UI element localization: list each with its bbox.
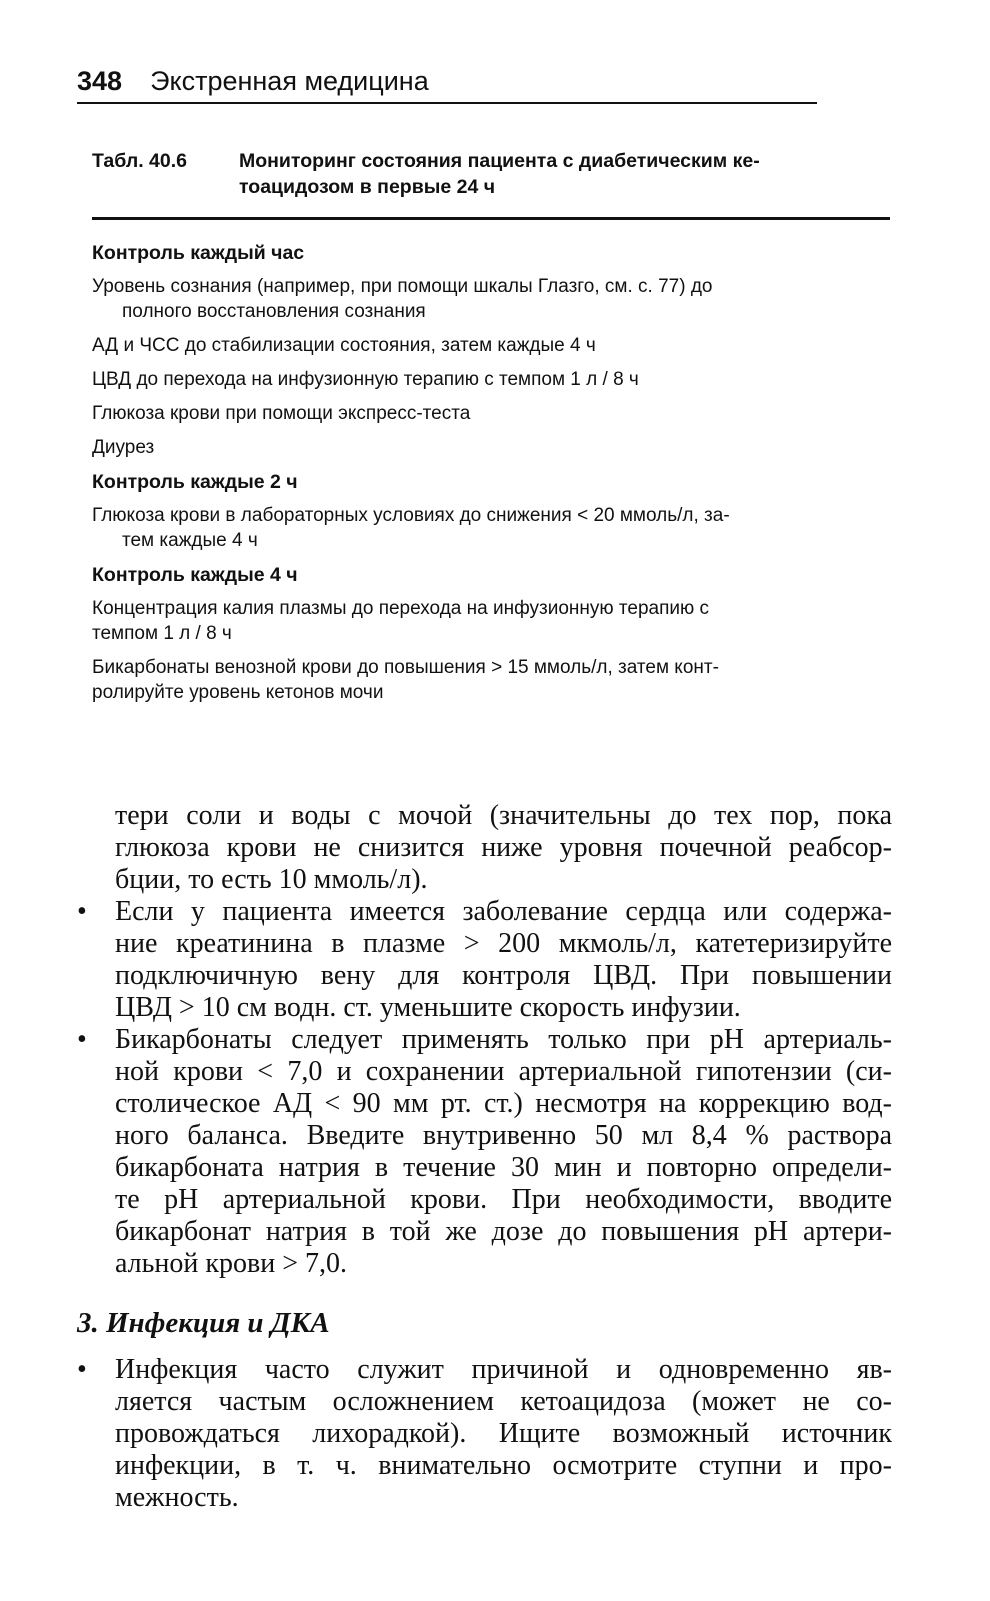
row-text: Бикарбонаты венозной крови до повышения > 15 ммоль/л, затем конт- [92,657,719,678]
text-line: глюкоза крови не снизится ниже уровня почечной реабсор- [115,832,892,863]
bullet-icon: • [77,896,87,927]
bullet-icon: • [77,1354,87,1385]
table-number: Табл. 40.6 [92,150,188,172]
table-title-line: Мониторинг состояния пациента с диабетическим ке- [239,150,760,172]
section-heading-hourly: Контроль каждый час [92,242,305,264]
row-text-cont: тем каждые 4 ч [122,530,258,551]
text-line: ной крови < 7,0 и сохранении артериальной гипотензии (си- [115,1056,892,1087]
text-line: тери соли и воды с мочой (значительны до тех пор, пока [115,800,892,831]
text-line: столическое АД < 90 мм рт. ст.) несмотря на коррекцию вод- [115,1088,892,1119]
text-line: ние креатинина в плазме > 200 мкмоль/л, катетеризируйте [115,928,892,959]
text-line: подключичную вену для контроля ЦВД. При повышении [115,960,892,991]
monitoring-table [92,148,890,714]
table-row [92,655,890,705]
table-title-line: тоацидозом в первые 24 ч [239,176,496,198]
continuation-paragraph [115,800,892,896]
text-line: ляется частым осложнением кетоацидоза (может не со- [115,1386,892,1417]
row-text-cont: темпом 1 л / 8 ч [92,623,232,644]
row-text: Диурез [92,437,155,458]
text-line: Бикарбонаты следует применять только при pH артериаль- [115,1024,892,1055]
table-row [92,435,890,460]
text-line: те pH артериальной крови. При необходимости, вводите [115,1184,892,1215]
table-title [239,148,890,200]
bullet-item-infection [77,1354,892,1514]
running-title: Экстренная медицина [150,66,429,96]
row-text: Глюкоза крови при помощи экспресс-теста [92,403,471,424]
body-text [77,800,892,1514]
row-text: Концентрация калия плазмы до перехода на инфузионную терапию с [92,598,710,619]
page-number: 348 [77,66,123,96]
table-row [92,274,890,324]
text-line: бикарбонат натрия в той же дозе до повышения pH артери- [115,1216,892,1247]
table-row [92,333,890,358]
row-text-cont: полного восстановления сознания [122,301,426,322]
section-heading-2h: Контроль каждые 2 ч [92,471,298,493]
text-line: Инфекция часто служит причиной и одновременно яв- [115,1354,892,1385]
text-line: провождаться лихорадкой). Ищите возможный источник [115,1418,892,1449]
text-line: межность. [115,1482,239,1513]
text-line: Если у пациента имеется заболевание сердца или содержа- [115,896,892,927]
table-caption [92,148,890,200]
row-text: АД и ЧСС до стабилизации состояния, затем каждые 4 ч [92,335,596,356]
text-line: ЦВД > 10 см водн. ст. уменьшите скорость инфузии. [115,992,741,1023]
table-row [92,596,890,646]
row-text: Глюкоза крови в лабораторных условиях до снижения < 20 ммоль/л, за- [92,505,730,526]
running-header [77,64,817,104]
table-row [92,367,890,392]
row-text-cont: ролируйте уровень кетонов мочи [92,682,384,703]
text-line: бции, то есть 10 ммоль/л). [115,864,428,895]
text-line: бикарбоната натрия в течение 30 мин и повторно определи- [115,1152,892,1183]
text-line: инфекции, в т. ч. внимательно осмотрите ступни и про- [115,1450,892,1481]
text-line: ного баланса. Введите внутривенно 50 мл 8,4 % раствора [115,1120,892,1151]
section-heading-infection: 3. Инфекция и ДКА [77,1307,330,1339]
bullet-item-cvp [77,896,892,1024]
bullet-icon: • [77,1024,87,1055]
table-row [92,503,890,553]
section-heading-4h: Контроль каждые 4 ч [92,564,298,586]
table-rule [92,217,890,220]
text-line: альной крови > 7,0. [115,1248,347,1279]
row-text: Уровень сознания (например, при помощи шкалы Глазго, см. с. 77) до [92,276,713,297]
row-text: ЦВД до перехода на инфузионную терапию с темпом 1 л / 8 ч [92,369,639,390]
table-row [92,401,890,426]
bullet-item-bicarbonate [77,1024,892,1280]
